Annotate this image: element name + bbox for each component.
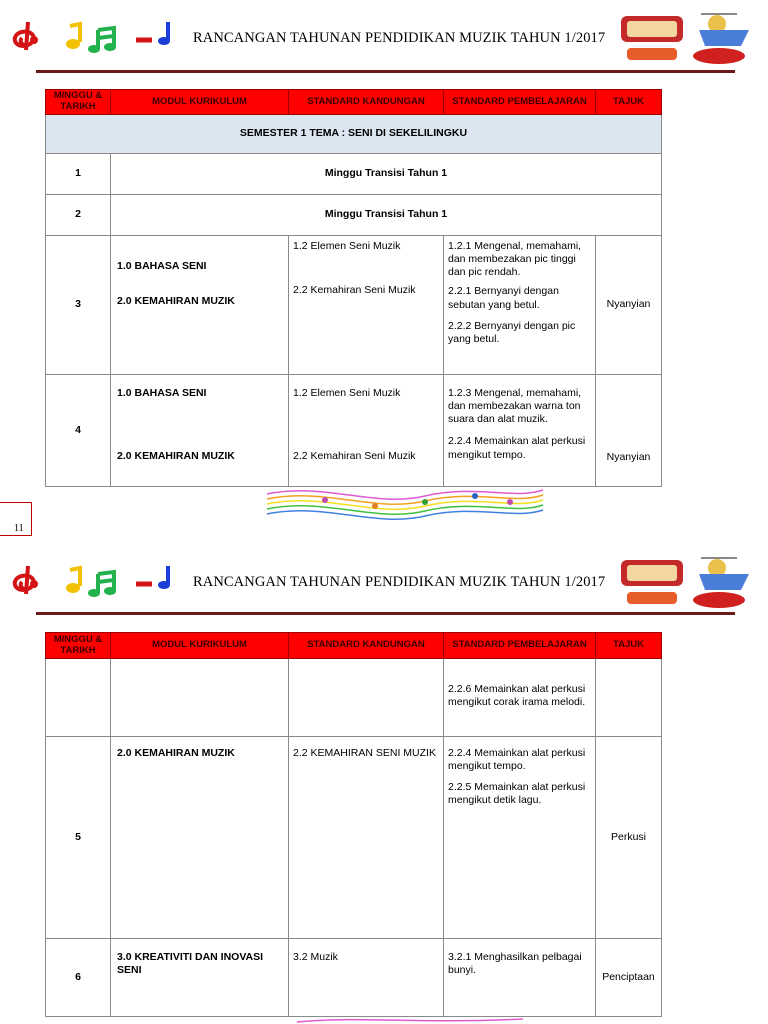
col-sp: STANDARD PEMBELAJARAN bbox=[444, 90, 596, 115]
modul-text: 1.0 BAHASA SENI bbox=[117, 387, 207, 399]
sp-text: 2.2.4 Memainkan alat perkusi mengikut tempo. bbox=[448, 747, 586, 773]
sp-text: 2.2.4 Memainkan alat perkusi mengikut tempo. bbox=[448, 435, 586, 461]
table-row bbox=[46, 375, 662, 487]
instruments-icon bbox=[617, 556, 757, 612]
transition-text: Minggu Transisi Tahun 1 bbox=[111, 195, 662, 236]
sk-text: 1.2 Elemen Seni Muzik bbox=[293, 387, 401, 399]
col-sk: STANDARD KANDUNGAN bbox=[289, 90, 444, 115]
modul-text: 2.0 KEMAHIRAN MUZIK bbox=[117, 450, 235, 463]
table-row bbox=[46, 236, 662, 375]
sp-text: 2.2.5 Memainkan alat perkusi mengikut detik lagu. bbox=[448, 781, 586, 807]
tajuk-text: Penciptaan bbox=[596, 939, 662, 1017]
page2-header bbox=[0, 552, 768, 612]
sk-text: 1.2 Elemen Seni Muzik bbox=[293, 240, 401, 252]
sk-text: 2.2 KEMAHIRAN SENI MUZIK bbox=[293, 747, 436, 759]
table-row bbox=[46, 659, 662, 737]
col-tajuk: TAJUK bbox=[596, 90, 662, 115]
plan-table-page2 bbox=[45, 632, 662, 1017]
sk-text: 2.2 Kemahiran Seni Muzik bbox=[293, 450, 416, 463]
col-modul: MODUL KURIKULUM bbox=[111, 90, 289, 115]
modul-text: 1.0 BAHASA SENI bbox=[117, 260, 207, 272]
plan-table-page1 bbox=[45, 89, 662, 487]
sp-text: 3.2.1 Menghasilkan pelbagai bunyi. bbox=[448, 951, 582, 977]
col-minggu: MINGGU & TARIKH bbox=[46, 90, 111, 115]
col-minggu: MINGGU & TARIKH bbox=[46, 633, 111, 659]
music-staff-icon bbox=[265, 480, 545, 522]
week-number: 6 bbox=[46, 939, 111, 1017]
sk-text: 3.2 Muzik bbox=[293, 951, 338, 963]
sp-text: 2.2.2 Bernyanyi dengan pic yang betul. bbox=[448, 319, 576, 345]
page-title: RANCANGAN TAHUNAN PENDIDIKAN MUZIK TAHUN 1/2017 bbox=[193, 30, 606, 46]
sp-text: 1.2.1 Mengenal, memahami, dan membezakan pic tinggi dan pic rendah. bbox=[448, 240, 582, 279]
table-header-row bbox=[46, 633, 662, 659]
transition-text: Minggu Transisi Tahun 1 bbox=[111, 154, 662, 195]
instruments-icon bbox=[617, 12, 757, 68]
col-sk: STANDARD KANDUNGAN bbox=[289, 633, 444, 659]
music-notes-icon bbox=[10, 560, 180, 600]
table-header-row bbox=[46, 90, 662, 115]
week-number: 3 bbox=[46, 236, 111, 375]
col-sp: STANDARD PEMBELAJARAN bbox=[444, 633, 596, 659]
modul-text: 2.0 KEMAHIRAN MUZIK bbox=[117, 295, 235, 308]
sp-text: 1.2.3 Mengenal, memahami, dan membezakan warna ton suara dan alat muzik. bbox=[448, 387, 582, 426]
week-number: 5 bbox=[46, 737, 111, 939]
table-row bbox=[46, 195, 662, 236]
music-notes-icon bbox=[10, 16, 180, 56]
page-title: RANCANGAN TAHUNAN PENDIDIKAN MUZIK TAHUN 1/2017 bbox=[193, 574, 606, 590]
modul-text: 2.0 KEMAHIRAN MUZIK bbox=[117, 747, 235, 759]
semester-row bbox=[46, 115, 662, 154]
header-rule bbox=[36, 70, 735, 73]
modul-text: 3.0 KREATIVITI DAN INOVASI SENI bbox=[117, 951, 264, 977]
table-row bbox=[46, 737, 662, 939]
header-rule bbox=[36, 612, 735, 615]
table-row bbox=[46, 939, 662, 1017]
tajuk-text: Nyanyian bbox=[596, 236, 662, 375]
table-row bbox=[46, 154, 662, 195]
page1-header bbox=[0, 8, 768, 68]
week-number: 1 bbox=[46, 154, 111, 195]
tajuk-text: Perkusi bbox=[596, 737, 662, 939]
col-tajuk: TAJUK bbox=[596, 633, 662, 659]
sp-text: 2.2.6 Memainkan alat perkusi mengikut corak irama melodi. bbox=[448, 683, 586, 709]
tajuk-text: Nyanyian bbox=[596, 375, 662, 487]
music-staff-icon bbox=[295, 1016, 525, 1024]
semester-title: SEMESTER 1 TEMA : SENI DI SEKELILINGKU bbox=[46, 115, 662, 154]
sp-text: 2.2.1 Bernyanyi dengan sebutan yang betul. bbox=[448, 285, 559, 311]
week-number: 4 bbox=[46, 375, 111, 487]
week-number: 2 bbox=[46, 195, 111, 236]
page-number: 11 bbox=[0, 502, 32, 536]
col-modul: MODUL KURIKULUM bbox=[111, 633, 289, 659]
sk-text: 2.2 Kemahiran Seni Muzik bbox=[293, 284, 416, 297]
